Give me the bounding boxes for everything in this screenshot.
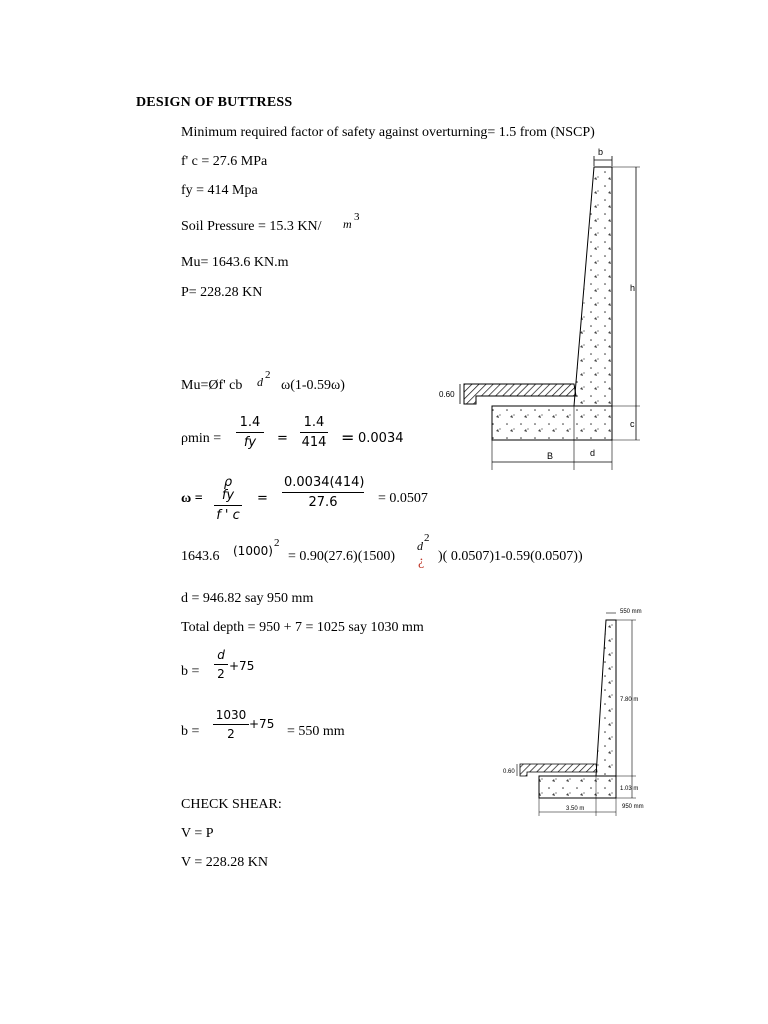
dim-label-B: B (547, 451, 554, 461)
soil-slab-shape (464, 384, 576, 404)
dim-label-d: 950 mm (622, 804, 644, 810)
footing-shape (539, 776, 616, 798)
substitution-factor: (1000) (233, 544, 273, 558)
substitution-moment: 1643.6 (181, 549, 220, 564)
load-line: P= 228.28 KN (181, 285, 263, 300)
dim-label-b: b (598, 147, 604, 157)
fraction-numerator: 1030 (215, 708, 247, 722)
footing-shape (492, 406, 612, 440)
fraction-numerator: ρ fy (221, 475, 235, 503)
substitution-rhs: = 0.90(27.6)(1500) (288, 549, 396, 564)
dim-label-B: 3.50 m (566, 806, 585, 812)
fraction-denominator: 27.6 (308, 495, 338, 510)
b-formula-label: b = (181, 664, 200, 679)
concrete-strength-line: f' c = 27.6 MPa (181, 154, 268, 169)
soil-pressure-unit: m (343, 217, 352, 231)
b-calc-label: b = (181, 724, 200, 739)
equals-sign: = (341, 428, 355, 447)
b-formula-plus: +75 (229, 659, 255, 673)
dim-label-c: c (630, 419, 635, 429)
check-shear-heading: CHECK SHEAR: (181, 797, 282, 812)
fraction-denominator: fy (243, 435, 257, 450)
dim-label-h: 7.80 m (620, 697, 639, 703)
mu-formula-right: ω(1-0.59ω) (281, 378, 345, 393)
b-calc-result: = 550 mm (287, 724, 345, 739)
substitution-d: d (417, 539, 423, 553)
mu-formula-d: d (257, 375, 263, 389)
soil-pressure-line: Soil Pressure = 15.3 KN/ (181, 219, 322, 234)
dim-label-thickness: 0.60 (439, 390, 455, 399)
stem-shape (596, 620, 616, 776)
fraction-denominator: f ' c (216, 508, 240, 523)
substitution-rest: )( 0.0507)1-0.59(0.0507)) (438, 549, 583, 564)
dim-label-d: d (590, 448, 596, 458)
omega-label: ω = (181, 491, 203, 506)
fraction-numerator: d (217, 648, 225, 662)
mu-formula-left: Mu=Øf' cb (181, 378, 243, 393)
dim-label-c: 1.03 m (620, 786, 639, 792)
shear-equation: V = P (181, 826, 214, 841)
steel-yield-line: fy = 414 Mpa (181, 183, 258, 198)
omega-result: = 0.0507 (378, 491, 428, 506)
dim-label-thickness: 0.60 (503, 769, 515, 775)
diagram-2 (503, 609, 644, 816)
total-depth-result: Total depth = 950 + 7 = 1025 say 1030 mm (181, 620, 424, 635)
soil-slab-shape (520, 764, 597, 776)
diagram-1 (439, 147, 640, 470)
fraction-numerator: 0.0034(414) (284, 475, 365, 490)
substitution-d-exponent: 2 (424, 532, 430, 544)
effective-depth-result: d = 946.82 say 950 mm (181, 591, 314, 606)
fraction-numerator: 1.4 (239, 415, 261, 430)
rho-min-label: ρmin = (181, 431, 222, 446)
page-title: DESIGN OF BUTTRESS (136, 95, 293, 110)
equals-sign: = (277, 431, 288, 446)
safety-factor-line: Minimum required factor of safety against overturning= 1.5 from (NSCP) (181, 125, 595, 140)
substitution-factor-exponent: 2 (274, 537, 280, 549)
soil-pressure-exponent: 3 (354, 211, 360, 223)
dim-label-b: 550 mm (620, 609, 642, 615)
rho-min-result: 0.0034 (358, 431, 404, 446)
fraction-numerator: 1.4 (303, 415, 325, 430)
dim-label-h: h (630, 283, 636, 293)
stem-shape (574, 167, 612, 406)
mu-formula-exponent: 2 (265, 369, 271, 381)
moment-line: Mu= 1643.6 KN.m (181, 255, 289, 270)
substitution-error-glyph: ¿ (418, 554, 425, 569)
fraction-denominator: 2 (217, 667, 225, 681)
shear-value: V = 228.28 KN (181, 855, 268, 870)
fraction-denominator: 414 (301, 435, 327, 450)
b-calc-plus: +75 (249, 717, 275, 731)
equals-sign: = (257, 491, 268, 506)
fraction-denominator: 2 (227, 727, 235, 741)
